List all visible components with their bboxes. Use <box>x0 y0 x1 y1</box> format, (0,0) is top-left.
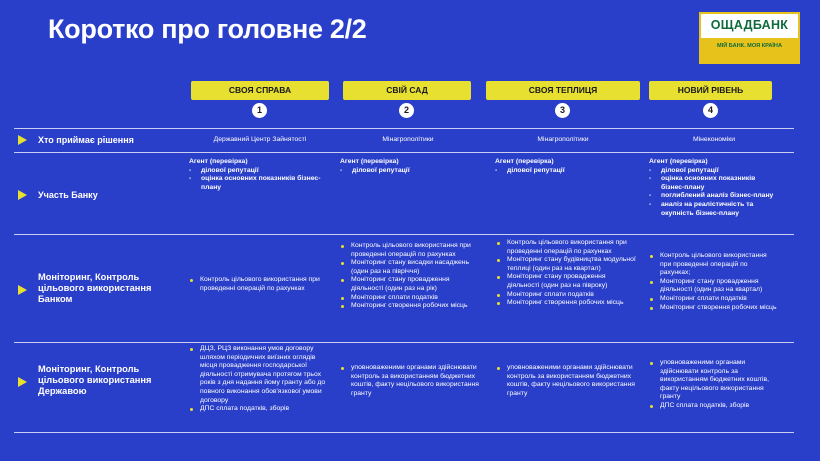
program-header-4: НОВИЙ РІВЕНЬ <box>649 81 772 100</box>
bank-monitoring-item: Моніторинг стану провадження діяльності (один раз на рік) <box>340 276 480 293</box>
bank-monitoring-item: Моніторинг сплати податків <box>649 295 777 304</box>
program-header-3: СВОЯ ТЕПЛИЦЯ <box>486 81 640 100</box>
state-monitoring-cell-2 <box>340 364 480 398</box>
row-arrow-icon <box>18 285 27 295</box>
decision-cell-1: Державний Центр Зайнятості <box>213 136 307 143</box>
bank-monitoring-item: Моніторинг стану висадки насаджень (один раз на півріччя) <box>340 259 480 276</box>
bank-cell-2 <box>340 158 480 175</box>
logo-name: ОЩАДБАНК <box>710 18 789 32</box>
bank-monitoring-item: Моніторинг створення робочих місць <box>340 302 480 311</box>
bank-cell-item: - аналіз на реалістичність та окупність бізнес-плану <box>649 201 777 218</box>
program-number-3: 3 <box>555 103 570 118</box>
program-header-2: СВІЙ САД <box>343 81 471 100</box>
state-monitoring-item: уповноваженими органами здійснювати контроль за використанням бюджетних коштів, факту нецільового використання гранту <box>340 364 480 398</box>
program-number-2: 2 <box>399 103 414 118</box>
bank-cell-head: Агент (перевірка) <box>340 158 399 165</box>
state-monitoring-item: ДЦЗ, РЦЗ виконання умов договору шляхом періодичних виїзних оглядів місця провадження господарської діяльності отримувача протягом трьох років з дня надання йому гранту або до повного виконання обов'язкової умови договору <box>189 345 329 405</box>
bank-cell-1 <box>189 158 329 192</box>
state-monitoring-cell-1 <box>189 345 329 414</box>
bank-monitoring-item: Контроль цільового використання при проведенні операцій по рахунках <box>496 239 636 256</box>
decision-cell-2: Мінагрополітики <box>382 136 434 143</box>
state-monitoring-item: ДПС сплата податків, зборів <box>649 402 777 411</box>
row-divider <box>14 152 794 153</box>
program-number-4: 4 <box>703 103 718 118</box>
bank-monitoring-item: Моніторинг стану провадження діяльності (один раз на півроку) <box>496 273 636 290</box>
bank-monitoring-cell-1 <box>189 276 329 293</box>
bank-monitoring-cell-2 <box>340 242 480 311</box>
decision-cell-3: Мінагрополітики <box>537 136 589 143</box>
bank-monitoring-item: Моніторинг сплати податків <box>340 294 480 303</box>
row-label-bank-monitoring: Моніторинг, Контроль цільового використання Банком <box>38 272 152 304</box>
bank-monitoring-item: Контроль цільового використання при проведенні операцій по рахунках <box>189 276 329 293</box>
bank-cell-head: Агент (перевірка) <box>189 158 248 165</box>
state-monitoring-cell-4 <box>649 359 777 411</box>
row-divider <box>14 342 794 343</box>
row-arrow-icon <box>18 190 27 200</box>
bank-monitoring-cell-4 <box>649 252 777 312</box>
row-label-decision: Хто приймає рішення <box>38 135 134 145</box>
row-divider <box>14 128 794 129</box>
bank-cell-head: Агент (перевірка) <box>495 158 554 165</box>
page-title: Коротко про головне 2/2 <box>48 14 367 44</box>
bank-monitoring-cell-3 <box>496 239 636 308</box>
row-label-bank: Участь Банку <box>38 190 98 200</box>
bank-cell-item: - поглиблений аналіз бізнес-плану <box>649 192 777 201</box>
bank-cell-item: - ділової репутації <box>649 167 777 176</box>
oschadbank-logo <box>699 12 800 64</box>
bank-cell-4 <box>649 158 777 218</box>
row-arrow-icon <box>18 135 27 145</box>
bank-monitoring-item: Моніторинг стану провадження діяльності (один раз на квартал) <box>649 278 777 295</box>
row-arrow-icon <box>18 377 27 387</box>
logo-tagline: МІЙ БАНК. МОЯ КРАЇНА <box>716 43 783 49</box>
bank-monitoring-item: Контроль цільового використання при проведенні операцій по рахунках; <box>649 252 777 278</box>
bank-monitoring-item: Моніторинг створення робочих місць <box>496 299 636 308</box>
bank-cell-item: - ділової репутації <box>189 167 329 176</box>
bank-cell-head: Агент (перевірка) <box>649 158 708 165</box>
decision-cell-4: Мінекономіки <box>692 136 736 143</box>
program-header-1: СВОЯ СПРАВА <box>191 81 329 100</box>
logo-bar <box>701 38 798 62</box>
bank-monitoring-item: Моніторинг стану будівництва модульної теплиці (один раз на квартал) <box>496 256 636 273</box>
bank-monitoring-item: Моніторинг створення робочих місць <box>649 304 777 313</box>
bank-cell-3 <box>495 158 635 175</box>
bank-monitoring-item: Контроль цільового використання при проведенні операцій по рахунках <box>340 242 480 259</box>
row-divider <box>14 234 794 235</box>
bank-cell-item: - ділової репутації <box>340 167 480 176</box>
program-number-1: 1 <box>252 103 267 118</box>
bank-cell-item: - ділової репутації <box>495 167 635 176</box>
row-divider <box>14 432 794 433</box>
bank-cell-item: - оцінка основних показників бізнес-плану <box>649 175 777 192</box>
bank-cell-item: - оцінка основних показників бізнес-плану <box>189 175 329 192</box>
state-monitoring-item: ДПС сплата податків, зборів <box>189 405 329 414</box>
state-monitoring-item: уповноваженими органами здійснювати контроль за використанням бюджетних коштів, факту нецільового використання гранту <box>496 364 636 398</box>
bank-monitoring-item: Моніторинг сплати податків <box>496 291 636 300</box>
state-monitoring-cell-3 <box>496 364 636 398</box>
row-label-state-monitoring: Моніторинг, Контроль цільового використання Державою <box>38 364 152 396</box>
state-monitoring-item: уповноваженими органами здійснювати контроль за використанням бюджетних коштів, факту нецільового використання гранту <box>649 359 777 402</box>
